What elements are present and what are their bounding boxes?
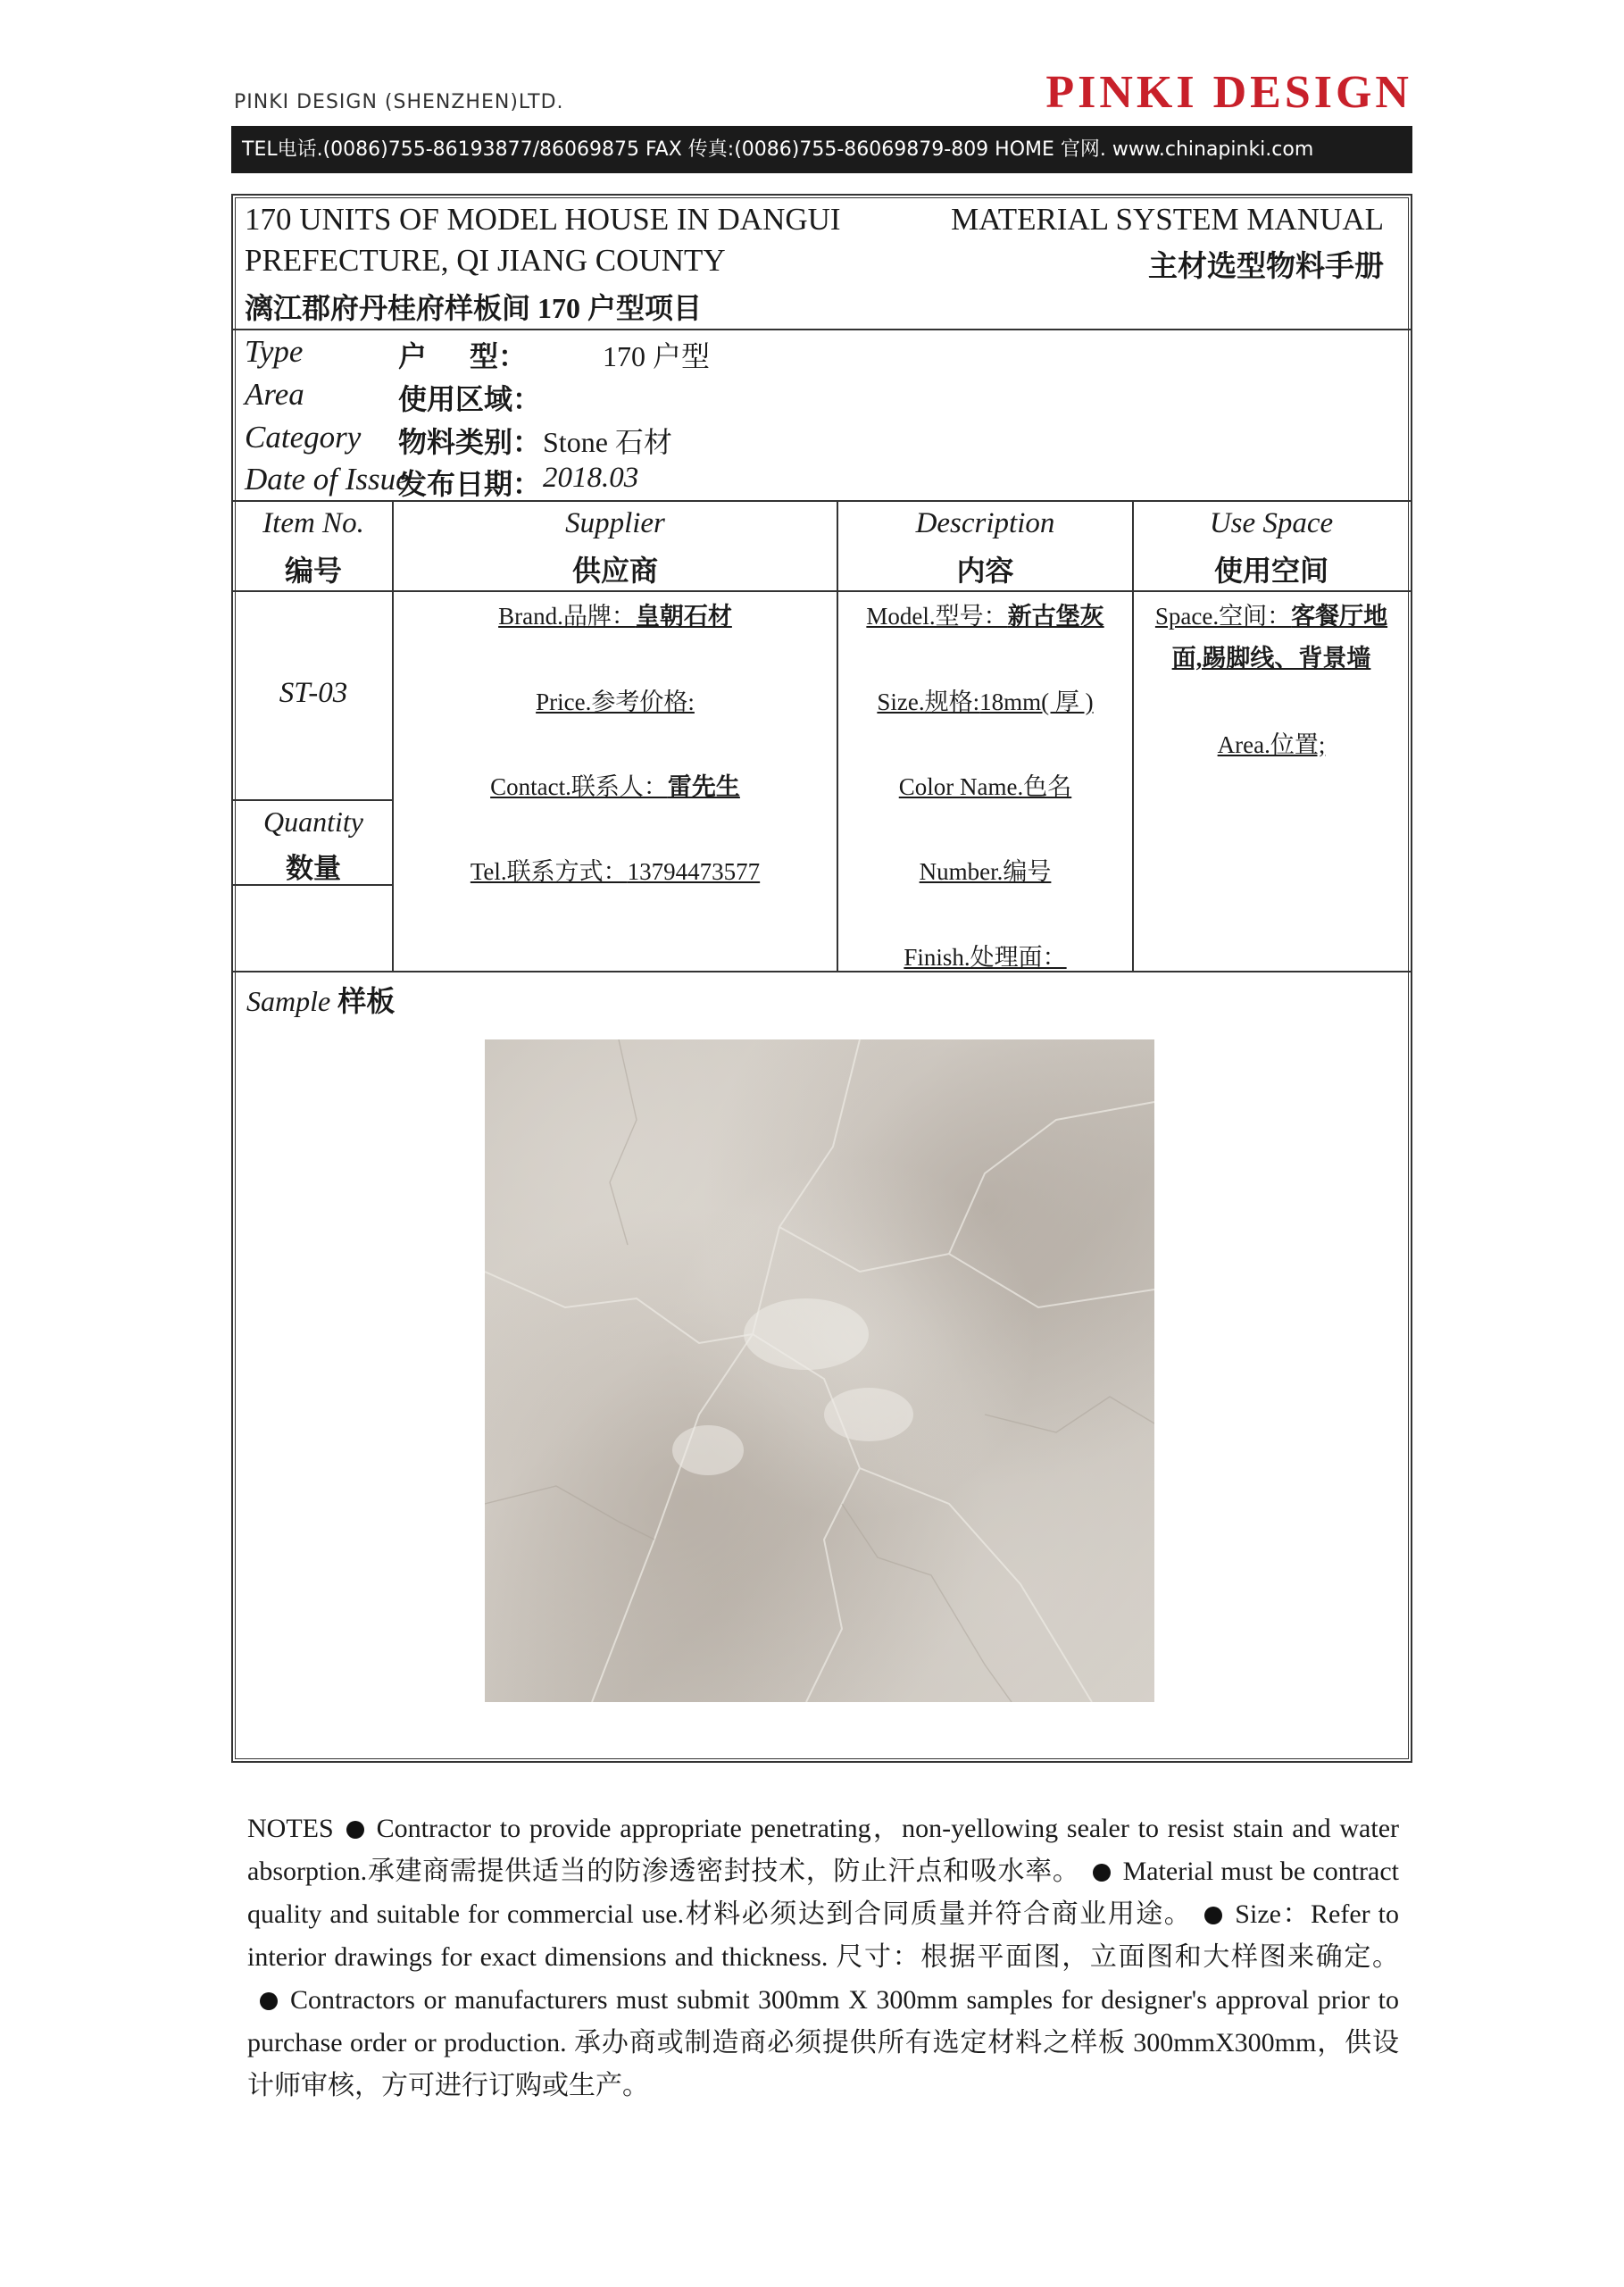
- category-label: Category: [245, 420, 362, 455]
- note-1: Contractor to provide appropriate penetrating，non-yellowing sealer to resist stain and water absorption.承建商需提供适当的防渗透密封技术，防止汗点和吸水率。: [247, 1814, 1399, 1886]
- description-number: [838, 852, 1132, 887]
- note-2: Material must be contract quality and suitable for commercial use.材料必须达到合同质量并符合商业用途。: [247, 1857, 1399, 1929]
- quantity-label-cn: 数量: [286, 853, 341, 884]
- description-color: [838, 767, 1132, 802]
- header-supplier-en: Supplier: [565, 507, 665, 539]
- description-size: [838, 682, 1132, 717]
- bullet-icon: [1093, 1864, 1111, 1882]
- bullet-icon: [1204, 1907, 1222, 1924]
- price-label: Price.参考价格:: [536, 689, 695, 715]
- note-4: Contractors or manufacturers must submit 300mm X 300mm samples for designer's approval prior to purchase order or production. 承办商或制造商必须提供所有选定材料之样板 300mmX300mm，供设计师审核，方可进行订购或生产。: [247, 1985, 1399, 2100]
- brand-value: 皇朝石材: [635, 603, 732, 630]
- rule-after-headers: [233, 590, 1411, 592]
- bullet-icon: [346, 1821, 364, 1839]
- sample-label-cn: 样板: [337, 985, 396, 1017]
- supplier-tel: [394, 852, 837, 887]
- area-label-cn: 使用区域：: [398, 383, 542, 415]
- description-model: [838, 597, 1132, 631]
- type-label: Type: [245, 334, 304, 369]
- stone-sample-image: [485, 1039, 1154, 1702]
- note-3: Size：Refer to interior drawings for exact dimensions and thickness. 尺寸：根据平面图，立面图和大样图来确定。: [247, 1899, 1400, 1972]
- category-label-cn: 物料类别：: [398, 426, 542, 458]
- rule-after-title: [233, 329, 1411, 330]
- use-area: [1134, 725, 1409, 760]
- project-title-cn: 漓江郡府丹桂府样板间 170 户型项目: [245, 292, 703, 324]
- date-label-cn: 发布日期：: [398, 468, 542, 500]
- number-label: Number.编号: [919, 858, 1052, 885]
- header-item-cn: 编号: [284, 555, 342, 587]
- header-item-en: Item No.: [262, 507, 364, 539]
- space-value-1: 客餐厅地: [1291, 603, 1388, 630]
- contact-label: Contact.联系人：: [490, 773, 668, 800]
- header-description-cn: 内容: [956, 555, 1014, 587]
- header-use-en: Use Space: [1209, 507, 1334, 539]
- company-name: PINKI DESIGN (SHENZHEN)LTD.: [234, 91, 564, 113]
- contact-bar: TEL电话.(0086)755-86193877/86069875 FAX 传真:(0086)755-86069879-809 HOME 官网. www.chinapinki.com: [231, 126, 1412, 173]
- model-label: Model.型号：: [866, 603, 1008, 630]
- date-label: Date of Issue: [245, 462, 410, 497]
- type-label-cn: 户 型：: [398, 340, 528, 372]
- header-description-en: Description: [915, 507, 1055, 539]
- brand-logo: PINKI DESIGN: [1045, 67, 1412, 118]
- notes-block: [247, 1807, 1399, 2108]
- model-value: 新古堡灰: [1007, 603, 1104, 630]
- sample-label-en: Sample: [246, 985, 331, 1017]
- tel-value: 13794473577: [627, 858, 761, 885]
- use-space: [1134, 597, 1409, 631]
- tel-label: Tel.联系方式：: [470, 858, 628, 885]
- contact-value: 雷先生: [667, 773, 740, 800]
- rule-after-table: [233, 971, 1411, 972]
- bullet-icon: [260, 1992, 278, 2010]
- area-label: Area: [245, 377, 304, 412]
- category-value: Stone 石材: [543, 426, 672, 458]
- space-label: Space.空间：: [1154, 603, 1292, 630]
- notes-label: NOTES: [247, 1814, 334, 1843]
- size-label: Size.规格:: [877, 689, 980, 715]
- supplier-contact: [394, 767, 837, 802]
- project-title-en-2: PREFECTURE, QI JIANG COUNTY: [245, 243, 726, 278]
- description-finish: [838, 938, 1132, 972]
- size-value: 18mm( 厚 ): [979, 689, 1094, 715]
- project-title-en-1: 170 UNITS OF MODEL HOUSE IN DANGUI: [245, 202, 841, 237]
- header-supplier-cn: 供应商: [571, 555, 658, 587]
- manual-title-en: MATERIAL SYSTEM MANUAL: [951, 202, 1384, 237]
- use-area-label: Area.位置;: [1217, 731, 1326, 758]
- supplier-price: [394, 682, 837, 717]
- type-value: 170 户型: [603, 340, 711, 372]
- sample-label: [246, 979, 395, 1020]
- supplier-brand: [394, 597, 837, 631]
- item-number: ST-03: [279, 677, 348, 709]
- space-value-2: 面,踢脚线、背景墙: [1171, 645, 1371, 672]
- manual-title-cn: 主材选型物料手册: [1148, 251, 1384, 283]
- brand-label: Brand.品牌：: [498, 603, 636, 630]
- marble-vein-texture: [485, 1039, 1154, 1702]
- finish-label: Finish.处理面：: [904, 944, 1067, 971]
- date-value: 2018.03: [543, 462, 639, 494]
- rule-item-quantity: [233, 799, 394, 801]
- color-label: Color Name.色名: [898, 773, 1072, 800]
- quantity-label-en: Quantity: [263, 805, 363, 838]
- header-use-cn: 使用空间: [1213, 555, 1328, 587]
